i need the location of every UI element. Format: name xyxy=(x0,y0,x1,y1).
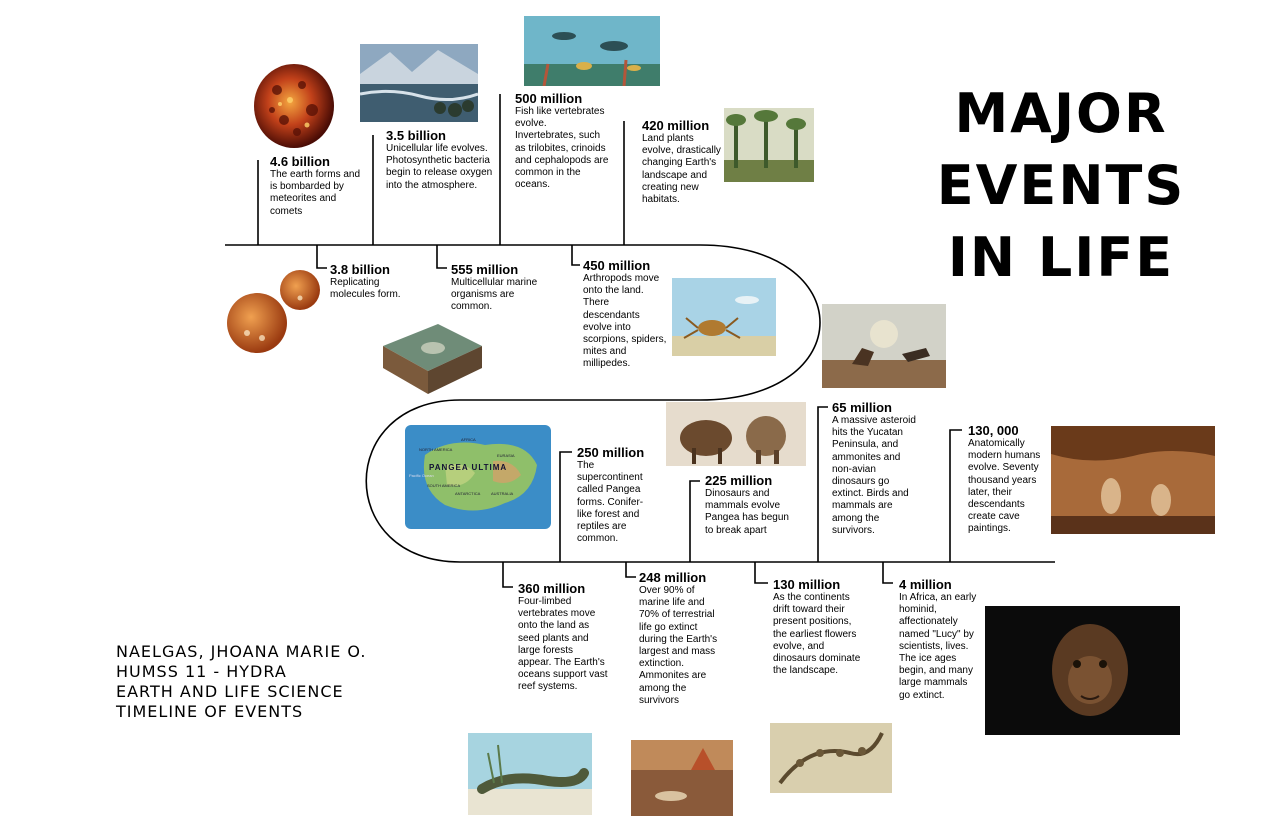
event-date: 225 million xyxy=(705,473,773,488)
event-date: 500 million xyxy=(515,91,583,106)
hominid-lucy-image xyxy=(985,606,1180,735)
event-date: 65 million xyxy=(832,400,892,415)
class-section: HUMSS 11 - HYDRA xyxy=(116,662,287,681)
map-label-ocean: Pacific Ocean xyxy=(409,473,434,478)
event-date: 4.6 billion xyxy=(270,154,330,169)
event-500-million xyxy=(515,91,610,191)
event-130-thousand xyxy=(968,423,1048,536)
early-humans-cave-image xyxy=(1051,426,1215,534)
author-credits xyxy=(116,642,406,722)
map-label-australia: AUSTRALIA xyxy=(491,491,514,496)
event-date: 360 million xyxy=(518,581,586,596)
title-line-3: IN LIFE xyxy=(947,226,1175,289)
early-ocean-image xyxy=(360,44,478,122)
map-label-eurasia: EURASIA xyxy=(497,453,515,458)
pangea-map-image xyxy=(405,425,551,529)
fossil-image xyxy=(770,723,892,793)
arthropod-image xyxy=(672,278,776,356)
event-3-8-billion xyxy=(330,262,418,301)
author-name: NAELGAS, JHOANA MARIE O. xyxy=(116,642,367,661)
event-360-million xyxy=(518,581,608,694)
early-mammals-image xyxy=(666,402,806,466)
event-450-million xyxy=(583,258,668,371)
title-line-2: EVENTS xyxy=(936,154,1186,217)
tick xyxy=(560,452,572,562)
map-title: PANGEA ULTIMA xyxy=(429,463,508,472)
event-description: A massive asteroid hits the Yucatan Peninsula, and ammonites and non-avian dinosaurs go extinct. Birds and mammals are among the survivors. xyxy=(832,415,916,536)
early-earth-image xyxy=(252,60,336,150)
map-label-antarctica: ANTARCTICA xyxy=(455,491,481,496)
event-4-6-billion xyxy=(270,154,365,218)
map-label-africa: AFRICA xyxy=(461,437,476,442)
project-title: TIMELINE OF EVENTS xyxy=(116,702,304,721)
event-date: 130 million xyxy=(773,577,841,592)
event-4-million xyxy=(899,577,981,702)
event-description: As the continents drift toward their present positions, the earliest flowers evolve, and dinosaurs dominate the landscape. xyxy=(773,592,861,677)
tick xyxy=(572,245,580,265)
event-248-million xyxy=(639,570,719,707)
dinosaur-extinction-image xyxy=(822,304,946,388)
tick xyxy=(690,481,700,562)
event-description: Replicating molecules form. xyxy=(330,277,401,301)
tick xyxy=(626,562,636,577)
event-date: 3.8 billion xyxy=(330,262,390,277)
tick xyxy=(317,245,327,268)
event-description: Multicellular marine organisms are common. xyxy=(451,277,538,313)
event-420-million xyxy=(642,118,722,206)
map-label-south-america: SOUTH AMERICA xyxy=(427,483,461,488)
mass-extinction-image xyxy=(631,740,733,816)
event-date: 248 million xyxy=(639,570,707,585)
event-description: In Africa, an early hominid, affectionately named "Lucy" by scientists, lives. The ice ages begin, and many large mammals go extinct. xyxy=(899,592,977,701)
event-description: Over 90% of marine life and 70% of terrestrial life go extinct during the Earth's largest and mass extinction. Ammonites are among the survivors xyxy=(639,585,718,706)
event-description: The earth forms and is bombarded by meteorites and comets xyxy=(270,169,361,217)
event-date: 250 million xyxy=(577,445,645,460)
page-title xyxy=(936,78,1186,294)
event-date: 4 million xyxy=(899,577,952,592)
marine-organism-image xyxy=(378,316,484,396)
event-description: Land plants evolve, drastically changing Earth's landscape and creating new habitats. xyxy=(642,133,721,206)
tick xyxy=(883,562,893,583)
tick xyxy=(755,562,768,583)
event-130-million xyxy=(773,577,861,677)
event-description: The supercontinent called Pangea forms. Conifer-like forest and reptiles are common. xyxy=(577,460,644,545)
tick xyxy=(950,430,962,562)
cambrian-sea-image xyxy=(524,16,660,86)
tick xyxy=(818,407,828,562)
event-description: Fish like vertebrates evolve. Invertebrates, such as trilobites, crinoids and cephalopods are common in the oceans. xyxy=(515,106,609,191)
event-date: 130, 000 xyxy=(968,423,1019,438)
subject-name: EARTH AND LIFE SCIENCE xyxy=(116,682,344,701)
event-description: Dinosaurs and mammals evolve Pangea has begun to break apart xyxy=(705,488,789,536)
event-description: Arthropods move onto the land. There descendants evolve into scorpions, spiders, mites and millipedes. xyxy=(583,273,667,370)
early-forest-image xyxy=(724,108,814,182)
event-description: Four-limbed vertebrates move onto the land as seed plants and large forests appear. The Earth's oceans support vast reef systems. xyxy=(518,596,608,693)
tick xyxy=(503,562,513,587)
event-65-million xyxy=(832,400,917,537)
event-description: Unicellular life evolves. Photosynthetic bacteria begin to release oxygen into the atmosphere. xyxy=(386,143,493,191)
map-label-north-america: NORTH AMERICA xyxy=(419,447,453,452)
event-date: 450 million xyxy=(583,258,651,273)
tetrapod-image xyxy=(468,733,592,815)
event-250-million xyxy=(577,445,657,545)
molecules-image xyxy=(222,268,322,356)
event-description: Anatomically modern humans evolve. Seventy thousand years later, their descendants create cave paintings. xyxy=(968,438,1041,535)
tick xyxy=(437,245,447,268)
event-555-million xyxy=(451,262,541,314)
title-line-1: MAJOR xyxy=(954,82,1168,145)
event-date: 555 million xyxy=(451,262,519,277)
event-225-million xyxy=(705,473,790,537)
event-date: 3.5 billion xyxy=(386,128,446,143)
event-date: 420 million xyxy=(642,118,710,133)
event-3-5-billion xyxy=(386,128,494,192)
